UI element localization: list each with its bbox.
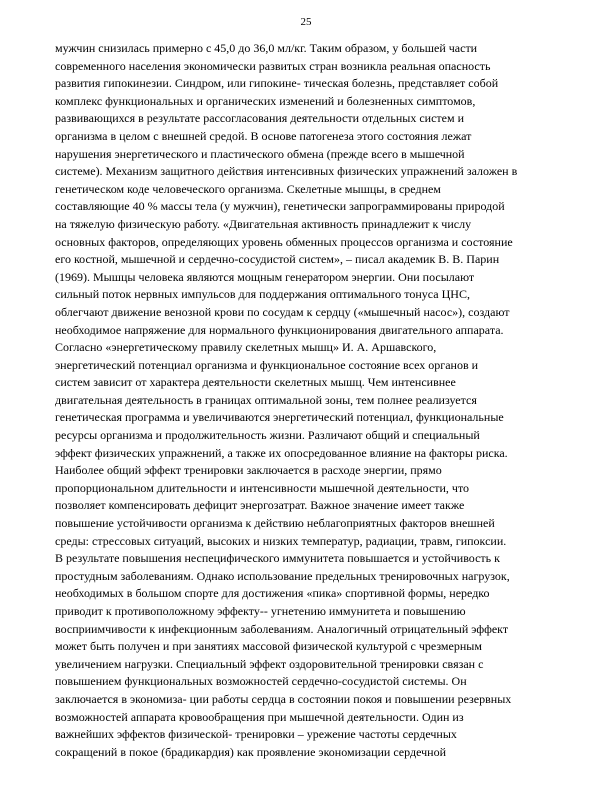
text-line: простудным заболеваниям. Однако использование предельных тренировочных нагрузок, xyxy=(55,568,510,583)
text-line: Наиболее общий эффект тренировки заключается в расходе энергии, прямо xyxy=(55,463,442,478)
text-line: повышение устойчивости организма к действию неблагоприятных факторов внешней xyxy=(55,516,495,531)
text-line: мужчин снизилась примерно с 45,0 до 36,0 мл/кг. Таким образом, у большей части xyxy=(55,41,478,55)
text-line: развивающихся в результате рассогласования деятельности отдельных систем и xyxy=(55,111,464,126)
text-line: (1969). Мышцы человека являются мощным генератором энергии. Они посылают xyxy=(55,269,475,284)
text-line: заключается в экономиза- ции работы сердца в состоянии покоя и повышении резервных xyxy=(55,691,512,706)
text-line: эффект физических упражнений, а также их опосредованное влияние на факторы риска. xyxy=(55,445,508,460)
text-line: приводит к противоположному эффекту-- угнетению иммунитета и повышению xyxy=(55,604,466,618)
text-line: организма в целом с внешней средой. В основе патогенеза этого состояния лежат xyxy=(55,128,472,143)
text-line: важнейших эффектов физической- тренировки – урежение частоты сердечных xyxy=(55,727,457,742)
text-line: необходимых в большом спорте для достижения «пика» спортивной формы, нередко xyxy=(55,586,490,601)
text-line: пропорциональном длительности и интенсивности мышечной деятельности, что xyxy=(55,480,470,495)
text-line: нарушения энергетического и пластического обмена (прежде всего в мышечной xyxy=(55,146,465,161)
text-line: систем зависит от характера деятельности скелетных мышц. Чем интенсивнее xyxy=(55,375,456,390)
text-line: системе). Механизм защитного действия интенсивных физических упражнений заложен в xyxy=(55,164,518,179)
text-line: генетическая программа и увеличиваются энергетический потенциал, функциональные xyxy=(55,410,504,425)
text-line: увеличением нагрузки. Специальный эффект оздоровительной тренировки связан с xyxy=(55,656,484,671)
text-line: ресурсы организма и продолжительность жизни. Различают общий и специальный xyxy=(55,428,480,443)
text-line: может быть получен и при занятиях массовой физической культурой с чрезмерным xyxy=(55,639,482,654)
text-line: повышением функциональных возможностей сердечно-сосудистой системы. Он xyxy=(55,674,467,689)
text-line: его костной, мышечной и сердечно-сосудистой систем», – писал академик В. В. Парин xyxy=(55,252,500,267)
text-line: генетическом коде человеческого организма. Скелетные мышцы, в среднем xyxy=(55,181,441,196)
text-line: основных факторов, определяющих уровень обменных процессов организма и состояние xyxy=(55,234,513,249)
text-line: возможностей аппарата кровообращения при мышечной деятельности. Один из xyxy=(55,709,464,724)
text-line: сокращений в покое (брадикардия) как проявление экономизации сердечной xyxy=(55,744,446,759)
text-line: позволяет компенсировать дефицит энергозатрат. Важное значение имеет также xyxy=(55,498,465,513)
page-number: 25 xyxy=(300,16,312,28)
text-line: развития гипокинезии. Синдром, или гипокине- тическая болезнь, представляет собой xyxy=(55,76,499,91)
text-line: восприимчивости к инфекционным заболеваниям. Аналогичный отрицательный эффект xyxy=(55,621,509,636)
text-line: среды: стрессовых ситуаций, высоких и низких температур, радиации, травм, гипоксии. xyxy=(55,533,507,548)
text-line: необходимое напряжение для нормального функционирования двигательного аппарата. xyxy=(55,322,504,337)
text-line: на тяжелую физическую работу. «Двигательная активность принадлежит к числу xyxy=(55,216,472,231)
text-line: сильный поток нервных импульсов для поддержания оптимального тонуса ЦНС, xyxy=(55,287,470,302)
body-paragraph xyxy=(55,40,555,761)
text-line: составляющие 40 % массы тела (у мужчин), генетически запрограммированы природой xyxy=(55,199,505,214)
text-line: Согласно «энергетическому правилу скелетных мышц» И. А. Аршавского, xyxy=(55,340,437,355)
text-line: В результате повышения неспецифического иммунитета повышается и устойчивость к xyxy=(55,551,500,566)
text-line: современного населения экономически развитых стран возникла реальная опасность xyxy=(55,58,491,73)
text-line: комплекс функциональных и органических изменений и болезненных симптомов, xyxy=(55,93,476,108)
text-line: энергетический потенциал организма и функциональное состояние всех органов и xyxy=(55,357,479,372)
text-line: двигательная деятельность в границах оптимальной зоны, тем полнее реализуется xyxy=(55,392,477,407)
text-line: облегчают движение венозной крови по сосудам к сердцу («мышечный насос»), создают xyxy=(55,304,510,319)
